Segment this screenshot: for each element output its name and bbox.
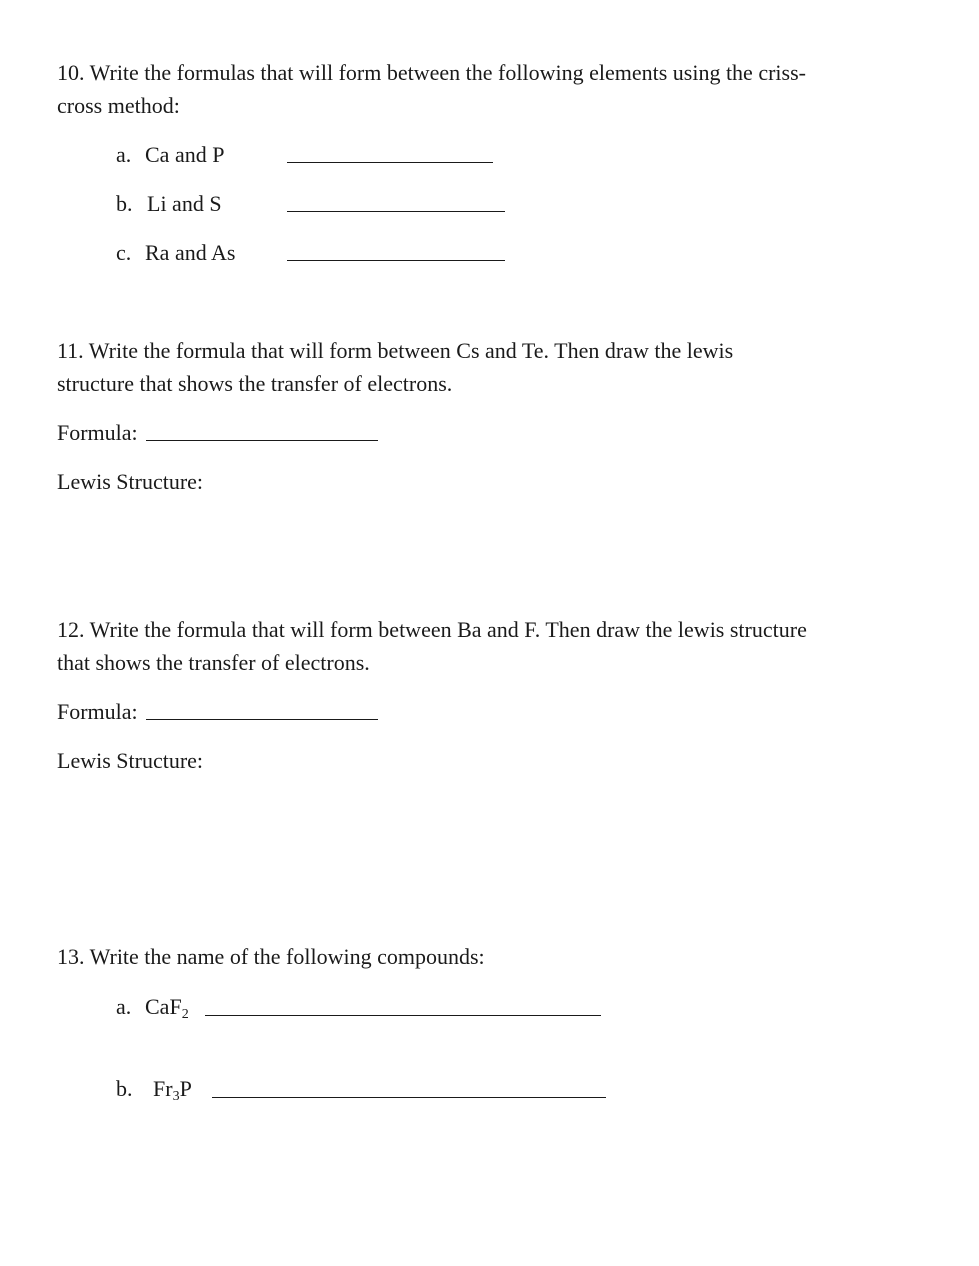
q13-item-b-marker: b. (116, 1076, 133, 1101)
q11-formula-answer-line[interactable] (146, 440, 378, 441)
q10-text-line2: cross method: (57, 93, 180, 118)
q13-item-a-answer-line[interactable] (205, 1015, 601, 1016)
q13-item-b-formula (153, 1076, 192, 1102)
q10-item-c-marker: c. (116, 240, 132, 265)
q11-lewis-label: Lewis Structure: (57, 469, 204, 494)
q10-text-line1: 10. Write the formulas that will form between the following elements using the criss- (57, 60, 806, 85)
q11-formula-label: Formula: (57, 420, 138, 445)
q10-item-b-text: Li and S (147, 191, 222, 216)
q10-item-a-answer-line[interactable] (287, 162, 493, 163)
q11-text-line2: structure that shows the transfer of electrons. (57, 371, 453, 396)
q10-item-a-text: Ca and P (145, 142, 225, 167)
q10-item-c-answer-line[interactable] (287, 260, 505, 261)
q12-lewis-label: Lewis Structure: (57, 748, 204, 773)
q13-item-a-base: CaF (145, 994, 182, 1019)
q12-text-line1: 12. Write the formula that will form between Ba and F. Then draw the lewis structure (57, 617, 807, 642)
q13-item-a-formula (145, 994, 189, 1020)
q10-item-a-marker: a. (116, 142, 132, 167)
q10-item-c-text: Ra and As (145, 240, 236, 265)
q12-formula-answer-line[interactable] (146, 719, 378, 720)
q13-item-a-subscript: 2 (181, 1007, 189, 1022)
q13-item-b-answer-line[interactable] (212, 1097, 606, 1098)
q10-item-b-answer-line[interactable] (287, 211, 505, 212)
q12-text-line2: that shows the transfer of electrons. (57, 650, 370, 675)
q13-prompt: 13. Write the name of the following compounds: (57, 944, 485, 969)
q12-formula-label: Formula: (57, 699, 138, 724)
q13-item-b-subscript: 3 (172, 1089, 180, 1104)
q11-text-line1: 11. Write the formula that will form between Cs and Te. Then draw the lewis (57, 338, 734, 363)
q13-item-b-tail: P (179, 1076, 192, 1101)
q13-item-b-base: Fr (153, 1076, 173, 1101)
q10-item-b-marker: b. (116, 191, 133, 216)
q13-item-a-marker: a. (116, 994, 132, 1019)
